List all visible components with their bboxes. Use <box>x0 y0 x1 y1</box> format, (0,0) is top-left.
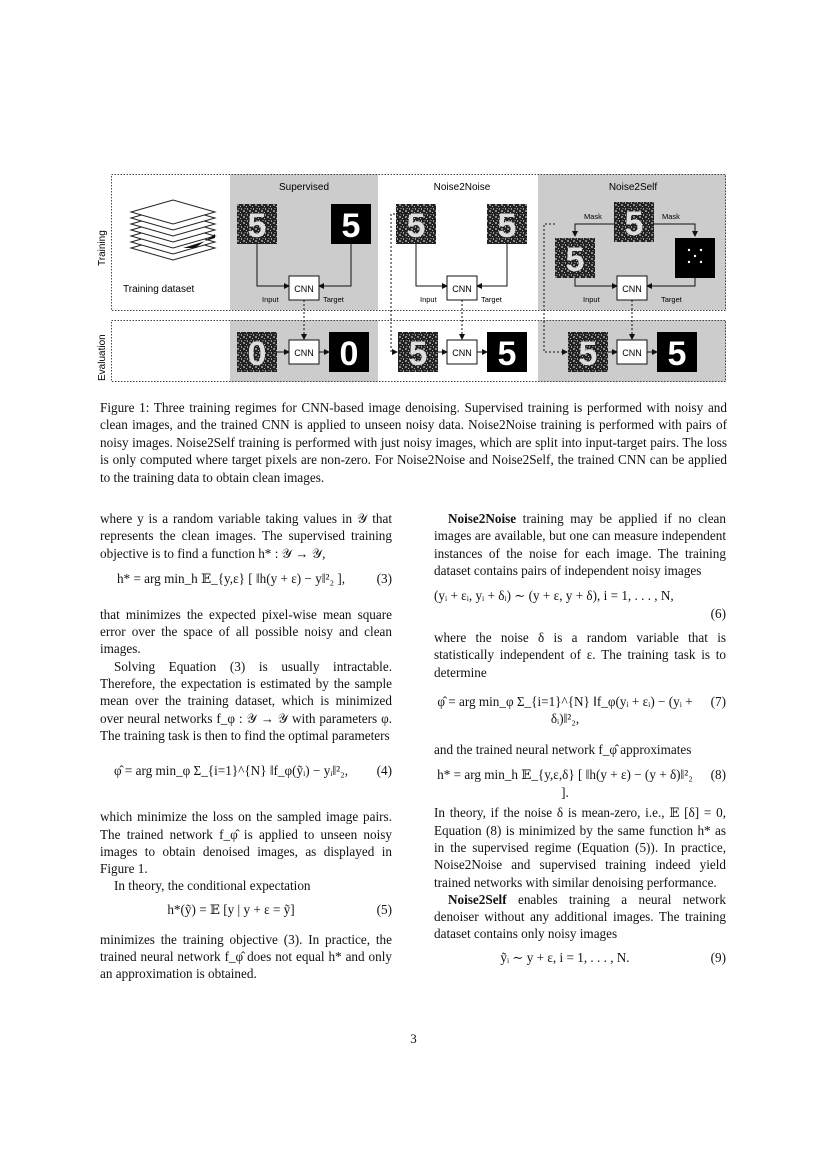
svg-text:5: 5 <box>497 335 517 373</box>
equation-3: h* = arg min_h 𝔼_{y,ε} [ ‖h(y + ε) − y‖²₂ ], (3) <box>116 570 392 586</box>
left-paragraph-3: Solving Equation (3) is usually intractable. Therefore, the expectation is estimated by the sample mean over the training dataset, which is minimized over neural networks f_φ : 𝒴 → 𝒴 with parameters φ. The training task is then to find the optimal parameters <box>100 658 392 743</box>
svg-text:CNN: CNN <box>452 284 472 294</box>
svg-text:5: 5 <box>667 335 687 373</box>
equation-8: h* = arg min_h 𝔼_{y,ε,δ} [ ‖h(y + ε) − (y + δ)‖²₂ ]. (8) <box>437 767 726 800</box>
svg-text:0: 0 <box>339 335 359 373</box>
left-paragraph-2: that minimizes the expected pixel-wise mean square error over the space of all possible noisy and clean images. <box>100 606 392 657</box>
left-paragraph-5: In theory, the conditional expectation <box>114 878 311 894</box>
mask-label-right: Mask <box>662 212 680 221</box>
page-number: 3 <box>410 1031 417 1046</box>
left-paragraph-1: where y is a random variable taking values in 𝒴 that represents the clean images. The supervised training objective is to find a function h* : 𝒴 → 𝒴, <box>100 511 392 561</box>
panel-title-noise2self: Noise2Self <box>608 182 658 193</box>
svg-text:5: 5 <box>341 207 361 245</box>
svg-text:5: 5 <box>406 207 426 245</box>
svg-text:5: 5 <box>497 207 517 245</box>
input-label: Input <box>262 295 279 304</box>
svg-text:Target: Target <box>661 295 682 304</box>
evaluation-row-label: Evaluation <box>97 334 108 381</box>
svg-text:Input: Input <box>420 295 437 304</box>
svg-text:5: 5 <box>247 207 267 245</box>
right-paragraph-5: Noise2Self enables training a neural network denoiser without any additional images. The training dataset contains only noisy images <box>434 891 726 942</box>
svg-text:Input: Input <box>583 295 600 304</box>
svg-text:5: 5 <box>565 241 585 279</box>
mask-label-left: Mask <box>584 212 602 221</box>
figure-caption: Figure 1: Three training regimes for CNN-based image denoising. Supervised training is performed with noisy and clean images, and the trained CNN is applied to unseen noisy data. Noise2Noise training is performed with pairs of noisy images. Noise2Self training is performed with just noisy images, which are split into input-target pairs. The loss is only computed where target pixels are non-zero. For Noise2Noise and Noise2Self, the trained CNN can be applied to the training data to obtain clean images. <box>100 400 727 485</box>
equation-6: (yᵢ + εᵢ, yᵢ + δᵢ) ∼ (y + ε, y + δ), i = 1, . . . , N, (6) <box>434 588 726 622</box>
panel-title-supervised: Supervised <box>278 182 330 193</box>
training-dataset-stack <box>131 200 215 260</box>
equation-9: ỹᵢ ∼ y + ε, i = 1, . . . , N. (9) <box>500 949 726 965</box>
left-paragraph-4: which minimize the loss on the sampled image pairs. The trained network f_φ̂ is applied to unseen noisy images to obtain denoised images, as displayed in Figure 1. <box>100 809 392 877</box>
equation-5: h*(ỹ) = 𝔼 [y | y + ε = ỹ] (5) <box>167 901 392 917</box>
target-label: Target <box>323 295 344 304</box>
training-row-label: Training <box>97 230 108 266</box>
panel-title-noise2noise: Noise2Noise <box>433 182 491 193</box>
right-paragraph-3: and the trained neural network f_φ̂ approximates <box>434 742 692 758</box>
training-dataset-label: Training dataset <box>123 284 195 295</box>
right-paragraph-1: Noise2Noise training may be applied if no clean images are available, but one can measure independent instances of the noise for each image. The training dataset contains pairs of independent noisy images <box>434 511 726 578</box>
right-paragraph-2: where the noise δ is a random variable that is statistically independent of ε. The training task is to determine <box>434 630 726 680</box>
equation-4: φ̂ = arg min_φ Σ_{i=1}^{N} ‖f_φ(ỹᵢ) − yᵢ‖²₂, (4) <box>113 763 392 779</box>
svg-text:5: 5 <box>408 335 428 373</box>
svg-text:CNN: CNN <box>622 284 642 294</box>
left-column <box>100 510 392 983</box>
equation-7: φ̂ = arg min_φ Σ_{i=1}^{N} ‖f_φ(yᵢ + εᵢ) − (yᵢ + δᵢ)‖²₂, (7) <box>437 694 726 727</box>
svg-text:5: 5 <box>578 335 598 373</box>
right-paragraph-4: In theory, if the noise δ is mean-zero, i.e., 𝔼 [δ] = 0, Equation (8) is minimized by the same function h* as in the supervised regime (Equation (5)). In practice, Noise2Noise and supervised training indeed yield trained networks with similar denoising performance. <box>434 805 726 890</box>
right-column <box>434 510 726 985</box>
cnn-label: CNN <box>294 284 314 294</box>
figure-1 <box>97 174 726 382</box>
svg-text:0: 0 <box>247 335 267 373</box>
svg-text:Target: Target <box>481 295 502 304</box>
left-paragraph-6: minimizes the training objective (3). In practice, the trained neural network f_φ̂ does not equal h* and only an approximation is obtained. <box>100 931 392 982</box>
svg-text:CNN: CNN <box>622 348 642 358</box>
svg-text:CNN: CNN <box>294 348 314 358</box>
svg-text:CNN: CNN <box>452 348 472 358</box>
masked-target-image <box>675 238 715 278</box>
svg-text:5: 5 <box>624 205 644 243</box>
